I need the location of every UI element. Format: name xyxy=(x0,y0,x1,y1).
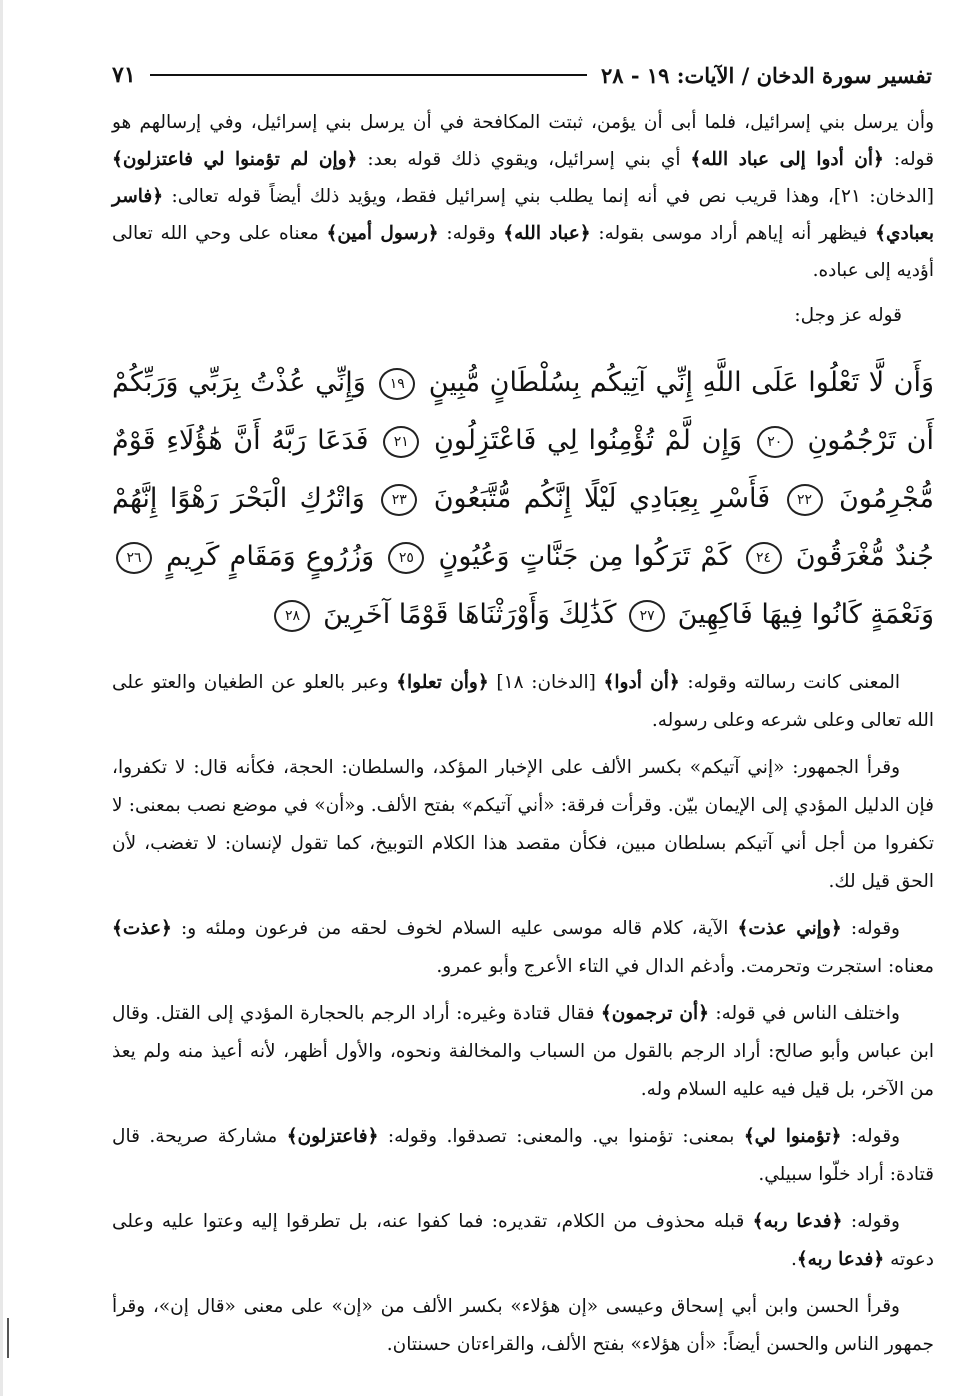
commentary-paragraph xyxy=(112,1288,934,1364)
text-run: وقرأ الحسن وابن أبي إسحاق وعيسى «إن هؤلاء» بكسر الألف من «إن» على معنى «قال إن»، وقرأ جمهور الناس والحسن أيضاً: «أن هؤلاء» بفتح الألف، والقراءتان حسنتان. xyxy=(112,1296,934,1355)
verse-number-ornament: ٢٧ xyxy=(629,600,665,632)
text-run: [الدخان: ٢١]، وهذا قريب نص في أنه إنما يطلب بني إسرائيل فقط، ويؤيد ذلك أيضاً قوله تعالى: xyxy=(163,186,934,207)
quoted-verse: ﴿وأن تعلوا﴾ xyxy=(396,672,489,693)
text-run: وعبر بالعلو عن الطغيان والعتو على الله تعالى وعلى شرعه وعلى رسوله. xyxy=(112,672,934,731)
text-run: المعنى كانت رسالته وقوله: xyxy=(679,672,900,693)
text-run: وقوله: xyxy=(438,223,504,244)
verse-number-ornament: ٢٢ xyxy=(787,484,823,516)
quoted-verse: ﴿وإني عذت﴾ xyxy=(737,918,842,939)
text-run: واختلف الناس في قوله: xyxy=(708,1003,900,1024)
page-number: ٧١ xyxy=(112,62,136,88)
text-run: بمعنى: تؤمنوا بي. والمعنى: تصدقوا. وقوله: xyxy=(378,1126,744,1147)
verse-number-ornament: ٢٣ xyxy=(381,484,417,516)
commentary-paragraph xyxy=(112,1203,934,1279)
verse-text: كَذَٰلِكَ وَأَوْرَثْنَاهَا قَوْمًا آخَرِينَ xyxy=(314,599,617,630)
commentary-paragraph xyxy=(112,910,934,986)
verse-number-ornament: ١٩ xyxy=(379,368,415,400)
quoted-verse: ﴿فدعا ربه﴾ xyxy=(752,1211,843,1232)
quoted-verse: ﴿عذت﴾ xyxy=(112,918,172,939)
commentary xyxy=(112,664,934,1364)
text-run: وقرأ الجمهور: «إني آتيكم» بكسر الألف على الإخبار المؤكد، والسلطان: الحجة، فكأنه قال: لا تكفروا، فإن الدليل المؤدي إلى الإيمان بيّن. وقرأت فرقة: «أني آتيكم» بفتح الألف. و«أن» في موضع نصب بمعنى: لا تكفروا من أجل أني آتيكم بسلطان مبين، فكأن مقصد هذا الكلام التوبيخ، كما تقول لإنسان: لا تغضب، لأن الحق قيل لك. xyxy=(112,757,934,892)
quoted-verse: ﴿عباد الله﴾ xyxy=(503,223,591,244)
verse-number-ornament: ٢٤ xyxy=(746,542,782,574)
verse-number-ornament: ٢١ xyxy=(383,426,419,458)
text-run: أي بني إسرائيل، ويقوي ذلك قوله بعد: xyxy=(357,149,691,170)
quoted-verse: ﴿أن ترجمون﴾ xyxy=(600,1003,709,1024)
verse-text: وَنَعْمَةٍ كَانُوا فِيهَا فَاكِهِينَ xyxy=(669,599,934,630)
verse-text: فَأَسْرِ بِعِبَادِي لَيْلًا إِنَّكُم مُّتَّبَعُونَ xyxy=(421,483,771,514)
quoted-verse: ﴿فاسر بعبادي﴾ xyxy=(112,186,934,244)
quoted-verse: ﴿فدعا ربه﴾ xyxy=(796,1249,885,1270)
text-run: وقوله: xyxy=(841,1126,900,1147)
commentary-paragraph xyxy=(112,995,934,1109)
page-header xyxy=(112,58,932,92)
text-run: . xyxy=(790,1249,797,1270)
text-run: وأن يرسل بني إسرائيل، فلما أبى أن يؤمن، ثبتت المكافحة في أن يرسل بني إسرائيل، وفي إرسالهم هو قوله: xyxy=(112,112,935,170)
running-title: تفسير سورة الدخان / الآيات: ١٩ - ٢٨ xyxy=(600,62,932,88)
quoted-verse: ﴿تؤمنوا لي﴾ xyxy=(743,1126,842,1147)
header-rule xyxy=(150,74,587,76)
commentary-paragraph xyxy=(112,1118,934,1194)
quoted-verse: ﴿أن أدوا إلى عباد الله﴾ xyxy=(690,149,884,170)
commentary-paragraph xyxy=(112,749,934,901)
quoted-verse: ﴿فاعتزلون﴾ xyxy=(286,1126,379,1147)
text-run: مشاركة صريحة. قال قتادة: أراد خلّوا سبيلي. xyxy=(112,1126,934,1185)
verse-text: فَدَعَا رَبَّهُ أَنَّ هَٰؤُلَاءِ قَوْمٌ مُّجْرِمُونَ xyxy=(112,425,935,514)
text-run: وقوله: xyxy=(841,918,900,939)
text-run: وقوله: xyxy=(842,1211,900,1232)
verse-text: وَأَن لَّا تَعْلُوا عَلَى اللَّهِ إِنِّي آتِيكُم بِسُلْطَانٍ مُّبِينٍ xyxy=(419,367,934,398)
verse-text: وَزُرُوعٍ وَمَقَامٍ كَرِيمٍ xyxy=(156,541,375,572)
page-left-edge xyxy=(0,0,3,1396)
text-run: الآية، كلام قاله موسى عليه السلام لخوف لحقه من فرعون وملئه و: xyxy=(171,918,738,939)
page-body xyxy=(112,104,934,1364)
quoted-verse: ﴿رسول أمين﴾ xyxy=(326,223,439,244)
verse-text: وَإِنِّي عُذْتُ بِرَبِّي وَرَبِّكُمْ أَن تَرْجُمُونِ xyxy=(112,367,934,456)
quoted-verse: ﴿أن أدوا﴾ xyxy=(603,672,680,693)
text-run: معناه: استجرت وتحرمت. وأدغم الدال في التاء الأعرج وأبو عمرو. xyxy=(436,956,934,977)
verse-number-ornament: ٢٨ xyxy=(274,600,310,632)
verse-intro: قوله عز وجل: xyxy=(794,305,902,326)
text-run: معناه على وحي الله تعالى أؤديه إلى عباده. xyxy=(112,223,934,281)
scan-mark xyxy=(7,1318,9,1358)
text-run: فقال قتادة وغيره: أراد الرجم بالحجارة المؤدي إلى القتل. وقال ابن عباس وأبو صالح: أراد الرجم بالقول من السباب والمخالفة ونحوه، والأول أظهر، لأنه أعيذ منه ولم يعذ من الآخر، بل قيل فيه عليه السلام وله. xyxy=(112,1003,934,1100)
quoted-verse: ﴿وإن لم تؤمنوا لي فاعتزلون﴾ xyxy=(112,149,358,170)
verse-number-ornament: ٢٥ xyxy=(388,542,424,574)
verse-number-ornament: ٢٦ xyxy=(116,542,152,574)
quran-verses-block xyxy=(112,354,934,650)
text-run: فيظهر أنه إياهم أراد موسى بقوله: xyxy=(590,223,876,244)
verse-text: وَاتْرُكِ الْبَحْرَ رَهْوًا إِنَّهُمْ جُندٌ مُّغْرَقُونَ xyxy=(112,483,934,572)
verse-text: وَإِن لَّمْ تُؤْمِنُوا لِي فَاعْتَزِلُونِ xyxy=(423,425,742,456)
verse-number-ornament: ٢٠ xyxy=(757,426,793,458)
commentary-paragraph xyxy=(112,664,934,740)
opening-paragraph xyxy=(112,104,934,289)
text-run: قبله محذوف من الكلام، تقديره: فما كفوا عنه، بل تطرقوا إليه وعتوا عليه وعلى دعوته xyxy=(112,1211,934,1270)
text-run: [الدخان: ١٨] xyxy=(488,672,604,693)
verse-text: كَمْ تَرَكُوا مِن جَنَّاتٍ وَعُيُونٍ xyxy=(428,541,732,572)
